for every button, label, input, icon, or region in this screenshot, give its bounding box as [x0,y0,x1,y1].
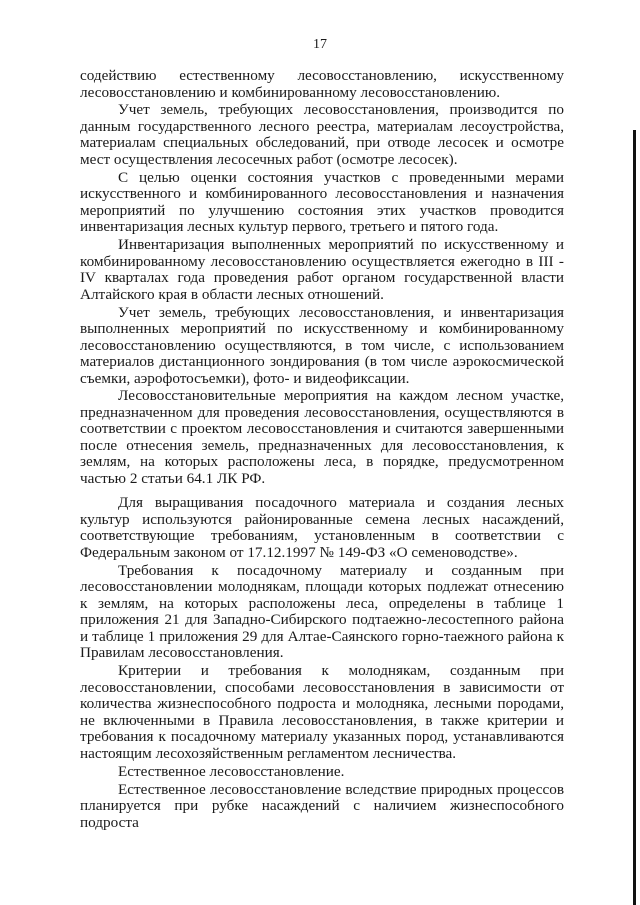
paragraph-11: Естественное лесовосстановление вследствие природных процессов планируется при рубке насаждений с наличием жизнеспособного подроста [80,780,564,831]
paragraph-10: Естественное лесовосстановление. [118,762,345,780]
paragraph-2: Учет земель, требующих лесовосстановления, производится по данным государственного лесного реестра, материалам лесоустройства, материалам специальных обследований, при отводе лесосек и осмотре мест осуществления лесосечных работ (осмотре лесосек). [80,101,564,168]
paragraph-7: Для выращивания посадочного материала и создания лесных культур используются районированные семена лесных насаждений, соответствующие требованиям, установленным в соответствии с Федеральным законом от 17.12.1997 № 149-ФЗ «О семеноводстве». [80,494,564,561]
paragraph-5: Учет земель, требующих лесовосстановления, и инвентаризация выполненных мероприятий по искусственному и комбинированному лесовосстановлению осуществляются, в том числе, с использованием материалов дистанционного зондирования (в том числе аэрокосмической съемки, аэрофотосъемки), фото- и видеофиксации. [80,303,564,387]
scan-edge-shadow [633,130,636,905]
paragraph-3: С целью оценки состояния участков с проведенными мерами искусственного и комбинированного лесовосстановления и назначения мероприятий по улучшению состояния этих участков проводится инвентаризация лесных культур первого, третьего и пятого года. [80,168,564,236]
paragraph-9: Критерии и требования к молоднякам, созданным при лесовосстановлении, способами лесовосстановления в зависимости от количества жизнеспособного подроста и молодняка, лесными породами, не включенными в Правила лесовосстановления, в также критерии и требования к посадочному материалу указанных пород, устанавливаются настоящим лесохозяйственным регламентом лесничества. [80,662,564,762]
paragraph-8: Требования к посадочному материалу и созданным при лесовосстановлении молоднякам, площади которых подлежат отнесению к землям, на которых расположены леса, определены в таблице 1 приложения 21 для Западно-Сибирского подтаежно-лесостепного района и таблице 1 приложения 29 для Алтае-Саянского горно-таежного района к Правилам лесовосстановления. [80,561,564,662]
paragraph-4: Инвентаризация выполненных мероприятий по искусственному и комбинированному лесовосстановлению осуществляется ежегодно в III - IV кварталах года проведения работ органом государственной власти Алтайского края в области лесных отношений. [80,236,564,303]
document-body [80,68,564,832]
page-number: 17 [313,37,327,52]
paragraph-6: Лесовосстановительные мероприятия на каждом лесном участке, предназначенном для проведения лесовосстановления, осуществляются в соответствии с проектом лесовосстановления и считаются завершенными после отнесения земель, предназначенных для лесовосстановления, к землям, на которых расположены леса, в порядке, предусмотренном частью 2 статьи 64.1 ЛК РФ. [80,387,564,487]
paragraph-1: содействию естественному лесовосстановлению, искусственному лесовосстановлению и комбинированному лесовосстановлению. [80,67,564,101]
